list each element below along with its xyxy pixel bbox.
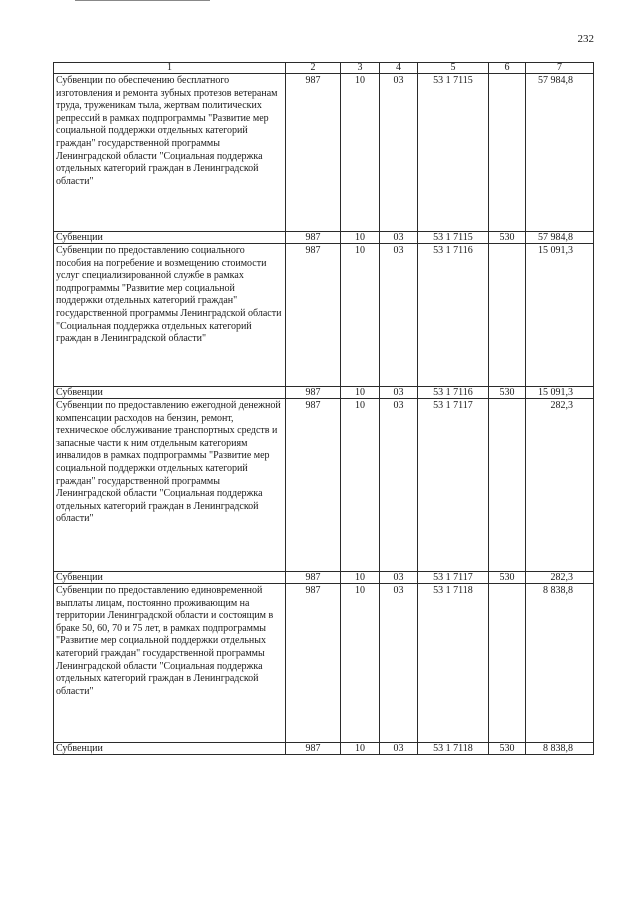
table-row (54, 399, 594, 572)
row-expense-type (489, 74, 526, 232)
row-section: 10 (341, 743, 380, 755)
row-amount: 282,3 (526, 572, 594, 584)
header-col-6: 6 (489, 63, 526, 74)
row-target-article: 53 1 7116 (418, 387, 489, 399)
header-col-5: 5 (418, 63, 489, 74)
header-col-2: 2 (286, 63, 341, 74)
row-target-article: 53 1 7116 (418, 244, 489, 387)
row-description: Субвенции по предоставлению ежегодной денежной компенсации расходов на бензин, ремонт, техническое обслуживание транспортных средств и запасные части к ним отдельным категориям инвалидов в рамках подпрограммы "Развитие мер социальной поддержки отдельных категорий граждан" государственной программы Ленинградской области "Социальная поддержка отдельных категорий граждан в Ленинградской области" (54, 399, 286, 572)
row-section: 10 (341, 74, 380, 232)
table-row (54, 743, 594, 755)
row-expense-type (489, 399, 526, 572)
row-expense-type: 530 (489, 232, 526, 244)
row-section: 10 (341, 584, 380, 743)
table-row (54, 584, 594, 743)
row-ministry-code: 987 (286, 387, 341, 399)
row-section: 10 (341, 387, 380, 399)
row-amount: 57 984,8 (526, 74, 594, 232)
row-amount: 15 091,3 (526, 244, 594, 387)
row-subsection: 03 (380, 387, 418, 399)
row-section: 10 (341, 399, 380, 572)
row-subsection: 03 (380, 74, 418, 232)
header-col-7: 7 (526, 63, 594, 74)
row-amount: 15 091,3 (526, 387, 594, 399)
row-section: 10 (341, 232, 380, 244)
row-description: Субвенции по предоставлению единовременной выплаты лицам, постоянно проживающим на территории Ленинградской области и состоящим в браке 50, 60, 70 и 75 лет, в рамках подпрограммы "Развитие мер социальной поддержки отдельных категорий граждан" государственной программы Ленинградской области "Социальная поддержка отдельных категорий граждан в Ленинградской области" (54, 584, 286, 743)
row-expense-type: 530 (489, 387, 526, 399)
row-ministry-code: 987 (286, 572, 341, 584)
row-target-article: 53 1 7117 (418, 572, 489, 584)
row-ministry-code: 987 (286, 399, 341, 572)
row-expense-type (489, 244, 526, 387)
row-amount: 282,3 (526, 399, 594, 572)
row-ministry-code: 987 (286, 74, 341, 232)
row-ministry-code: 987 (286, 584, 341, 743)
row-description: Субвенции (54, 387, 286, 399)
row-subsection: 03 (380, 232, 418, 244)
row-expense-type (489, 584, 526, 743)
header-col-1: 1 (54, 63, 286, 74)
table-row (54, 572, 594, 584)
row-target-article: 53 1 7115 (418, 74, 489, 232)
table-row (54, 74, 594, 232)
row-section: 10 (341, 572, 380, 584)
header-col-3: 3 (341, 63, 380, 74)
row-ministry-code: 987 (286, 743, 341, 755)
row-expense-type: 530 (489, 572, 526, 584)
row-description: Субвенции (54, 572, 286, 584)
table-row (54, 387, 594, 399)
table-row (54, 244, 594, 387)
page-number: 232 (577, 33, 594, 45)
row-description: Субвенции по обеспечению бесплатного изготовления и ремонта зубных протезов ветеранам труда, труженикам тыла, жертвам политических репрессий в рамках подпрограммы "Развитие мер социальной поддержки отдельных категорий граждан" государственной программы Ленинградской области "Социальная поддержка отдельных категорий граждан в Ленинградской области" (54, 74, 286, 232)
row-expense-type: 530 (489, 743, 526, 755)
row-target-article: 53 1 7117 (418, 399, 489, 572)
row-target-article: 53 1 7118 (418, 584, 489, 743)
budget-table-container (53, 62, 593, 755)
table-row (54, 232, 594, 244)
row-ministry-code: 987 (286, 232, 341, 244)
row-description: Субвенции по предоставлению социального пособия на погребение и возмещению стоимости услуг специализированной службе в рамках подпрограммы "Развитие мер социальной поддержки отдельных категорий граждан" государственной программы Ленинградской области "Социальная поддержка отдельных категорий граждан в Ленинградской области" (54, 244, 286, 387)
row-description: Субвенции (54, 743, 286, 755)
scan-edge-mark (75, 0, 210, 1)
row-description: Субвенции (54, 232, 286, 244)
row-subsection: 03 (380, 743, 418, 755)
row-subsection: 03 (380, 584, 418, 743)
row-subsection: 03 (380, 244, 418, 387)
row-ministry-code: 987 (286, 244, 341, 387)
row-subsection: 03 (380, 572, 418, 584)
header-col-4: 4 (380, 63, 418, 74)
row-target-article: 53 1 7118 (418, 743, 489, 755)
row-amount: 8 838,8 (526, 743, 594, 755)
row-section: 10 (341, 244, 380, 387)
row-amount: 8 838,8 (526, 584, 594, 743)
budget-table (53, 62, 594, 755)
row-amount: 57 984,8 (526, 232, 594, 244)
row-subsection: 03 (380, 399, 418, 572)
table-header-row (54, 63, 594, 74)
row-target-article: 53 1 7115 (418, 232, 489, 244)
